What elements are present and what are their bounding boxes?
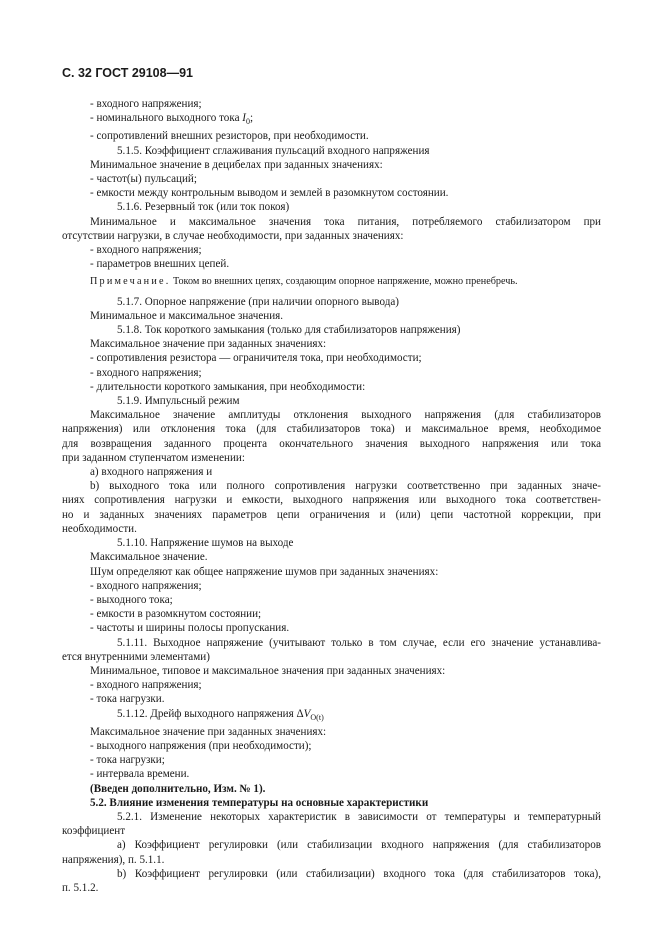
text-line: напряжения), п. 5.1.1. bbox=[62, 853, 165, 866]
text-line: - тока нагрузки. bbox=[90, 693, 165, 706]
text-line: необходимости. bbox=[62, 522, 137, 535]
text-line: ниях сопротивления нагрузки и емкости, выходного напряжения или выходного тока соответствен- bbox=[62, 494, 601, 507]
text-line: - частоты и ширины полосы пропускания. bbox=[90, 622, 290, 635]
section-heading: 5.1.12. Дрейф выходного напряжения $\Delta V_{O(t)}$ bbox=[117, 707, 324, 722]
text-line: - номинального выходного тока $I_0$; bbox=[90, 112, 254, 127]
text-line: коэффициент bbox=[62, 825, 126, 838]
section-heading: 5.1.6. Резервный ток (или ток покоя) bbox=[117, 201, 290, 214]
text-line: - выходного напряжения (при необходимости); bbox=[90, 739, 312, 752]
text-line: отсутствии нагрузки, в случае необходимости, при заданных значениях: bbox=[62, 229, 404, 242]
text-line: - входного напряжения; bbox=[90, 366, 202, 379]
text-line: - параметров внешних цепей. bbox=[90, 258, 230, 271]
text-line: для возвращения заданного процента окончательного значения выходного напряжения или тока bbox=[62, 437, 601, 450]
text-line: Минимальное, типовое и максимальное значения при заданных значениях: bbox=[90, 664, 446, 677]
text-line: - длительности короткого замыкания, при необходимости: bbox=[90, 380, 366, 393]
text-line: - входного напряжения; bbox=[90, 579, 202, 592]
text-line: Максимальное значение амплитуды отклонения выходного напряжения (для стабилизаторов bbox=[90, 409, 601, 422]
list-item: а) входного напряжения и bbox=[90, 466, 213, 479]
section-heading: 5.1.11. Выходное напряжение (учитывают только в том случае, если его значение устанавлива- bbox=[117, 636, 601, 649]
body-text bbox=[62, 97, 601, 895]
text-line: Минимальное и максимальное значения тока питания, потребляемого стабилизатором при bbox=[90, 215, 601, 228]
amendment-note: (Введен дополнительно, Изм. № 1). bbox=[90, 782, 266, 795]
text-line: п. 5.1.2. bbox=[62, 881, 99, 894]
text-line: Максимальное значение. bbox=[90, 551, 208, 564]
text-line: - выходного тока; bbox=[90, 593, 173, 606]
section-heading: 5.2. Влияние изменения температуры на основные характеристики bbox=[90, 796, 429, 809]
list-item: b) выходного тока или полного сопротивления нагрузки соответственно при заданных значе- bbox=[90, 480, 601, 493]
note: Примечание. Током во внешних цепях, создающим опорное напряжение, можно пренебречь. bbox=[90, 276, 518, 288]
text-line: - емкости между контрольным выводом и землей в разомкнутом состоянии. bbox=[90, 187, 449, 200]
text-line: Минимальное значение в децибелах при заданных значениях: bbox=[90, 158, 383, 171]
text-line: - входного напряжения; bbox=[90, 244, 202, 257]
text-line: - сопротивлений внешних резисторов, при необходимости. bbox=[90, 130, 369, 143]
section-heading: 5.1.7. Опорное напряжение (при наличии опорного вывода) bbox=[117, 295, 399, 308]
text-line: Максимальное значение при заданных значениях: bbox=[90, 338, 327, 351]
text-line: - входного напряжения; bbox=[90, 679, 202, 692]
page-header: С. 32 ГОСТ 29108—91 bbox=[62, 66, 193, 80]
text-line: - входного напряжения; bbox=[90, 98, 202, 110]
section-heading: 5.1.10. Напряжение шумов на выходе bbox=[117, 537, 294, 550]
section-heading: 5.1.8. Ток короткого замыкания (только для стабилизаторов напряжения) bbox=[117, 324, 461, 337]
text-line: Минимальное и максимальное значения. bbox=[90, 309, 284, 322]
text-line: - частот(ы) пульсаций; bbox=[90, 173, 197, 186]
text-line: - интервала времени. bbox=[90, 768, 190, 781]
list-item: а) Коэффициент регулировки (или стабилизации входного напряжения (для стабилизаторов bbox=[117, 839, 601, 852]
text-line: напряжения) или отклонения тока (для стабилизаторов тока) и максимальное время, необходимое bbox=[62, 423, 601, 436]
section-heading: 5.1.5. Коэффициент сглаживания пульсаций входного напряжения bbox=[117, 144, 430, 157]
section-heading: 5.1.9. Импульсный режим bbox=[117, 395, 240, 408]
section-heading: 5.2.1. Изменение некоторых характеристик в зависимости от температуры и температурный bbox=[117, 810, 601, 823]
text-line: - емкости в разомкнутом состоянии; bbox=[90, 608, 262, 621]
text-line: при заданном ступенчатом изменении: bbox=[62, 451, 245, 464]
text-line: ется внутренними элементами) bbox=[62, 650, 210, 663]
text-line: - сопротивления резистора — ограничителя тока, при необходимости; bbox=[90, 352, 422, 365]
text-line: Максимальное значение при заданных значениях: bbox=[90, 725, 327, 738]
text-line: но и заданных значениях параметров цепи ограничения и (или) цепи частотной коррекции, при bbox=[62, 508, 601, 521]
text-line: - тока нагрузки; bbox=[90, 754, 165, 767]
list-item: b) Коэффициент регулировки (или стабилизации) входного тока (для стабилизаторов тока), bbox=[117, 867, 601, 880]
text-line: Шум определяют как общее напряжение шумов при заданных значениях: bbox=[90, 565, 439, 578]
